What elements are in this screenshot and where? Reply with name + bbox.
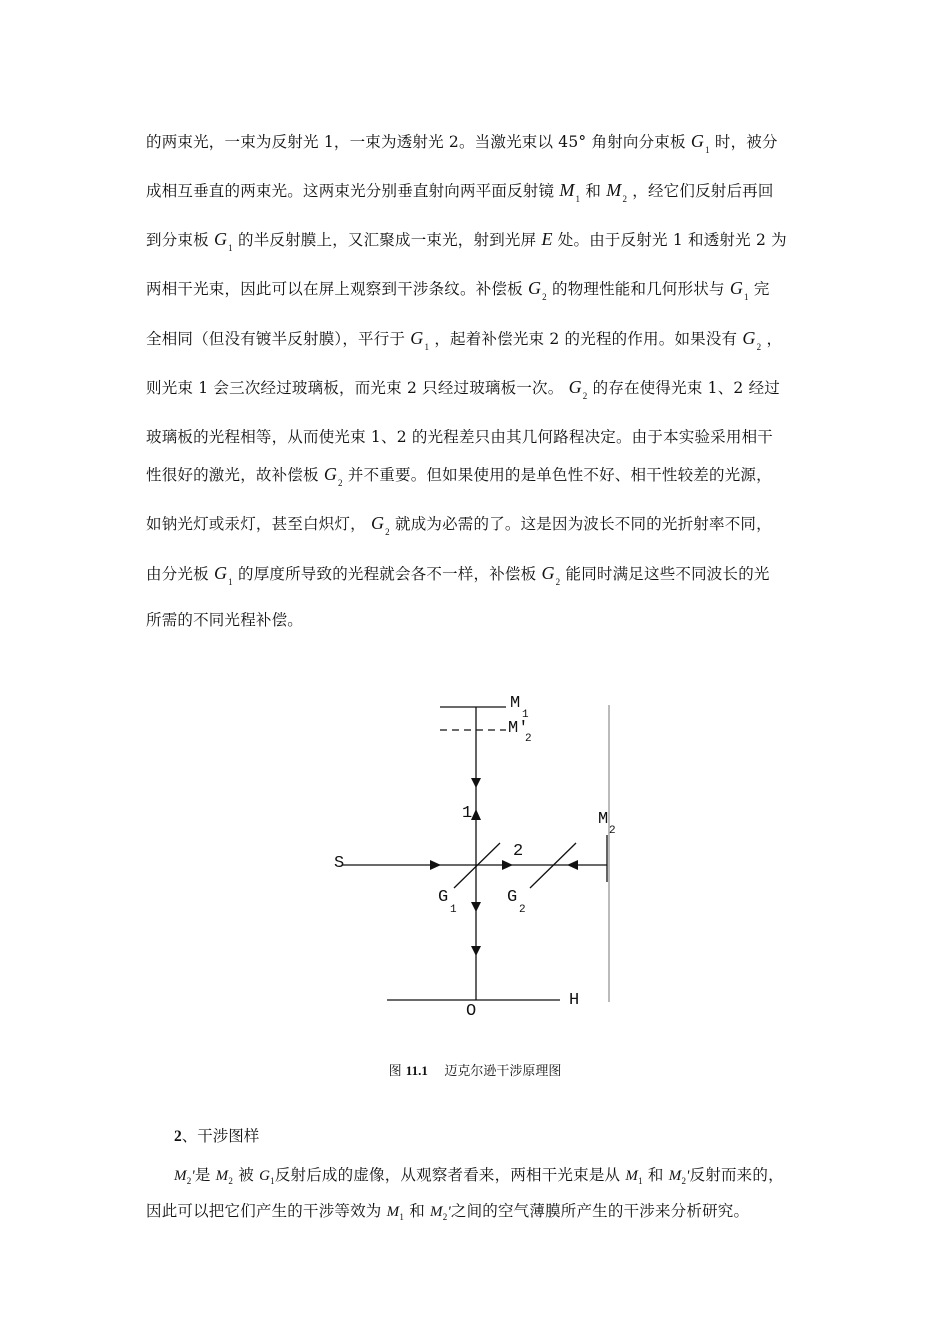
- symbol-M2-prime: $M_2'$: [174, 1168, 195, 1186]
- symbol-M2: $M_2$: [215, 1168, 234, 1186]
- body-line-3: 到分束板 $G_1$ 的半反射膜上，又汇聚成一束光，射到光屏 E 处。由于反射光 1 和透射光 2 为: [146, 229, 787, 253]
- symbol-G1: $G_1$: [213, 229, 233, 253]
- body-line-2: 成相互垂直的两束光。这两束光分别垂直射向两平面反射镜 $M_1$ 和 $M_2$ ，经它们反射后再回: [146, 180, 774, 204]
- label-g2: G: [507, 888, 518, 907]
- arrow-right-source: [430, 860, 441, 870]
- label-beam2: 2: [513, 842, 524, 861]
- figure-number: 11.1: [405, 1063, 428, 1078]
- symbol-G1: $G_1$: [729, 278, 749, 302]
- arrow-down-low: [471, 946, 481, 956]
- arrow-up-beam1: [471, 809, 481, 820]
- arrow-down-top: [471, 778, 481, 788]
- figure-caption: 图 11.1 迈克尔逊干涉原理图: [388, 1063, 562, 1079]
- symbol-G2: $G_2$: [742, 328, 762, 352]
- symbol-M2-prime: $M_2'$: [430, 1204, 451, 1222]
- body-line-8: 性很好的激光，故补偿板 $G_2$ 并不重要。但如果使用的是单色性不好、相干性较差的光源，: [146, 464, 772, 488]
- body-line-5: 全相同（但没有镀半反射膜），平行于 $G_1$ ，起着补偿光束 2 的光程的作用。如果没有 $G_2$ ，: [146, 328, 783, 352]
- label-m2-prime-sub: 2: [525, 733, 532, 745]
- label-m2: M: [598, 810, 609, 829]
- symbol-E: E: [541, 229, 553, 249]
- label-m2-prime: M': [508, 719, 529, 738]
- section-heading: 2、干涉图样: [174, 1127, 260, 1145]
- symbol-G2: $G_2$: [527, 278, 547, 302]
- body-line-6: 则光束 1 会三次经过玻璃板，而光束 2 只经过玻璃板一次。 $G_2$ 的存在使得光束 1、2 经过: [146, 377, 781, 401]
- symbol-M1: $M_1$: [559, 180, 581, 204]
- body-line-4: 两相干光束，因此可以在屏上观察到干涉条纹。补偿板 $G_2$ 的物理性能和几何形状与 $G_1$ 完: [146, 278, 770, 302]
- label-g2-sub: 2: [519, 904, 526, 916]
- body-line-9: 如钠光灯或汞灯，甚至白炽灯， $G_2$ 就成为必需的了。这是因为波长不同的光折射率不同，: [146, 513, 772, 537]
- body-line-11: 所需的不同光程补偿。: [146, 611, 304, 629]
- symbol-G2: $G_2$: [541, 563, 561, 587]
- symbol-M1: $M_1$: [386, 1204, 405, 1222]
- arrow-down-mid: [471, 902, 481, 912]
- michelson-diagram: [320, 690, 630, 1030]
- symbol-G2: $G_2$: [568, 377, 588, 401]
- arrow-right-beam2: [502, 860, 513, 870]
- label-m1-sub: 1: [522, 709, 529, 721]
- body-line-7: 玻璃板的光程相等，从而使光束 1、2 的光程差只由其几何路程决定。由于本实验采用相干: [146, 428, 773, 446]
- p2-line-2: 因此可以把它们产生的干涉等效为 $M_1$ 和 $M_2'$之间的空气薄膜所产生的干涉来分析研究。: [146, 1202, 750, 1222]
- label-g1-sub: 1: [450, 904, 457, 916]
- body-line-1: 的两束光，一束为反射光 1，一束为透射光 2。当激光束以 45° 角射向分束板 $G_1$ 时，被分: [146, 131, 778, 155]
- label-s: S: [334, 854, 345, 873]
- symbol-M2-prime: $M_2'$: [668, 1168, 690, 1186]
- arrow-left-return: [567, 860, 578, 870]
- symbol-G1: $G_1$: [410, 328, 430, 352]
- label-m2-sub: 2: [609, 825, 616, 837]
- symbol-G1: $G_1$: [259, 1168, 275, 1186]
- symbol-G1: $G_1$: [213, 563, 233, 587]
- symbol-G2: $G_2$: [323, 464, 343, 488]
- body-line-10: 由分光板 $G_1$ 的厚度所导致的光程就会各不一样，补偿板 $G_2$ 能同时满足这些不同波长的光: [146, 563, 770, 587]
- label-beam1: 1: [462, 804, 473, 823]
- symbol-G2: $G_2$: [370, 513, 390, 537]
- label-h: H: [569, 991, 580, 1010]
- symbol-M2: $M_2$: [606, 180, 628, 204]
- symbol-M1: $M_1$: [625, 1168, 643, 1186]
- p2-line-1: $M_2'$是 $M_2$ 被 $G_1$反射后成的虚像，从观察者看来，两相干光束是从 $M_1$ 和 $M_2'$反射而来的，: [174, 1166, 784, 1186]
- symbol-G1: $G_1$: [690, 131, 710, 155]
- label-m1: M: [510, 694, 521, 713]
- label-o: O: [466, 1002, 477, 1021]
- label-g1: G: [438, 888, 449, 907]
